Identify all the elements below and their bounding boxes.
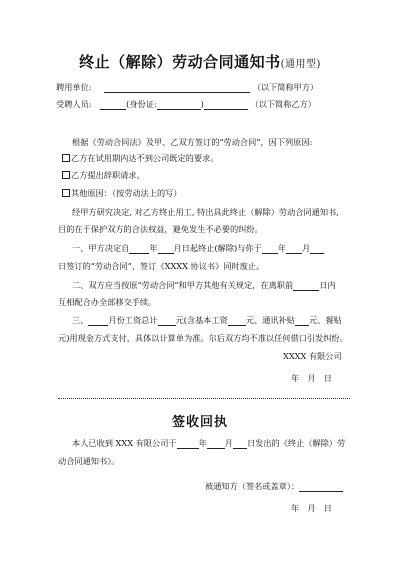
receipt-year: 年 (198, 438, 207, 448)
item2-line2: 互相配合办全部移交手续。 (58, 297, 157, 307)
decision-line-2: 目的在于保护双方的合法权益，避免发生不必要的纠纷。 (58, 224, 263, 234)
item3-base-field[interactable] (228, 316, 246, 326)
item1-year2-field[interactable] (262, 244, 278, 254)
item1-lead: 一、甲方决定自 (72, 243, 130, 253)
item1-month2: 月 (302, 243, 311, 253)
receipt-line-1 (72, 438, 345, 449)
receipt-lead: 本人已收到 XXX 有限公司于 (72, 438, 177, 448)
employee-extra-field[interactable] (204, 100, 248, 110)
cut-line-divider (58, 398, 350, 399)
item3-line2: 元)用现金方式支付，具体以计算单为准。尔后双方均不准以任何借口引发纠纷。 (58, 333, 348, 343)
receipt-title: 签收回执 (171, 415, 228, 430)
employer-field[interactable] (104, 83, 250, 93)
item3-comm-label: 元、通讯补贴 (245, 315, 295, 325)
option-other (62, 188, 182, 199)
receipt-month-field[interactable] (207, 439, 225, 449)
option2-text: 乙方提出辞职请求。 (71, 170, 145, 180)
item3-meal-label: 元、餐贴 (309, 315, 342, 325)
receipt-date: 年 月 日 (291, 503, 332, 513)
notice-date: 年 月 日 (291, 373, 332, 383)
title-suffix: (通用型) (280, 59, 321, 70)
receipt-signature-row (205, 481, 343, 492)
item1-year2: 年 (277, 243, 287, 253)
receipt-line-2: 动合同通知书》。 (58, 456, 120, 466)
company-signature: XXXX 有限公司 (283, 351, 342, 361)
item1-year-field[interactable] (129, 244, 149, 254)
item1-month2-field[interactable] (286, 244, 302, 254)
receipt-year-field[interactable] (177, 439, 199, 449)
receipt-month: 月 (224, 438, 233, 448)
receipt-signature-field[interactable] (299, 482, 343, 492)
employee-name-field[interactable] (100, 100, 126, 110)
receipt-day-field[interactable] (233, 439, 247, 449)
option-trial-period (62, 153, 218, 164)
item2-days-field[interactable] (293, 281, 319, 291)
item2-lead: 二、双方应当按原“劳动合同”和甲方其他有关规定，在离职前 (72, 280, 294, 290)
title-text: 终止（解除）劳动合同通知书 (79, 53, 281, 71)
checkbox-resign[interactable] (62, 171, 70, 179)
item3-base-label: 元(含基本工资 (175, 315, 228, 325)
item3-month-field[interactable] (88, 316, 108, 326)
receipt-sign-label: 被通知方（签名或盖章）： (205, 481, 300, 491)
checkbox-other[interactable] (62, 189, 70, 197)
employee-row (56, 99, 316, 110)
checkbox-trial[interactable] (62, 154, 70, 162)
item3-total-field[interactable] (158, 316, 176, 326)
basis-line: 根据《劳动合同法》及甲、乙双方签订的“劳动合同”，因下列原因: (72, 137, 313, 147)
item3-total-label: 月份工资总计 (108, 315, 158, 325)
item2-line1 (72, 280, 336, 291)
employee-suffix: （以下简称乙方） (250, 99, 316, 109)
item3-line1 (72, 315, 342, 326)
option3-text: 其他原因：（按劳动法上的写） (71, 188, 182, 198)
employer-row (56, 82, 318, 93)
id-number-field[interactable] (157, 100, 201, 110)
item1-year: 年 (149, 243, 158, 253)
item1-mid: 日起终止(解除)与你于 (181, 243, 262, 253)
id-label: (身份证: (126, 99, 157, 109)
receipt-mid: 日发出的《终止（解除）劳 (246, 438, 346, 448)
item1-line2: 日签订的“劳动合同”，签订《XXXX 协议书》同时废止。 (58, 261, 265, 271)
option-resignation (62, 170, 145, 181)
item1-month: 月 (173, 243, 182, 253)
employer-suffix: （以下简称甲方） (252, 82, 319, 92)
decision-line-1: 经甲方研究决定, 对乙方终止用工, 特出具此终止（解除）劳动合同通知书, (72, 207, 339, 217)
id-close: ) (200, 99, 204, 109)
item3-comm-field[interactable] (295, 316, 309, 326)
document-title (0, 51, 400, 72)
item2-days: 日内 (319, 280, 336, 290)
option1-text: 乙方在试用期内达不到公司既定的要求。 (71, 153, 219, 163)
item3-lead: 三、 (72, 315, 89, 325)
employer-label: 聘用单位: (56, 82, 92, 92)
item1-line1 (72, 243, 324, 254)
item1-month-field[interactable] (158, 244, 174, 254)
employee-label: 受聘人员: (56, 99, 92, 109)
item1-day2-field[interactable] (310, 244, 324, 254)
